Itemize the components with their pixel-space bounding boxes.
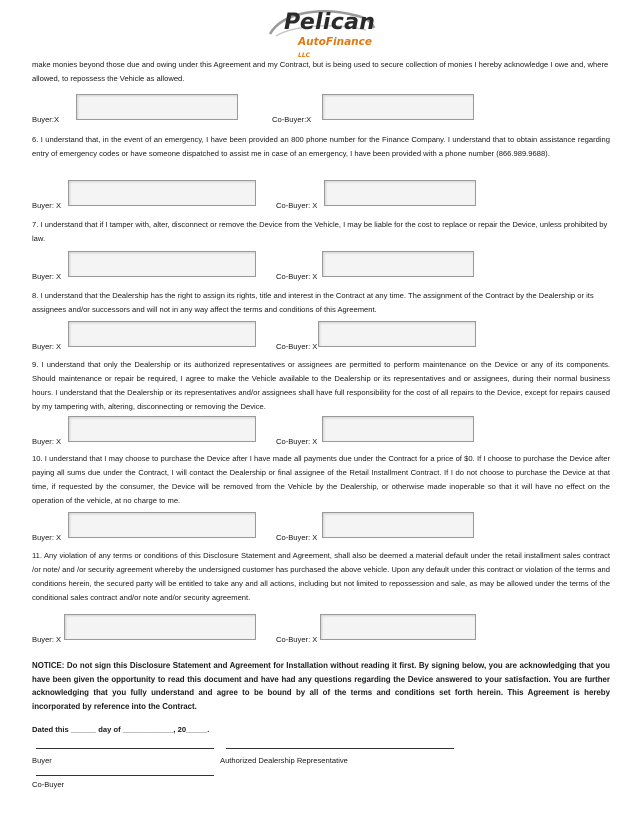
paragraph-8: 8. I understand that the Dealership has the right to assign its rights, title and interest in the Contract at any time. The assignment of the Contract by the Dealership or its assignees and/or successors and will not in any way affect the terms and conditions of this Agreement. — [32, 291, 594, 314]
cobuyer-label: Co-Buyer: X — [276, 342, 318, 351]
cobuyer-signature-box[interactable] — [320, 614, 476, 640]
logo-sub-text: AutoFinance — [298, 36, 372, 48]
cobuyer-label: Co-Buyer: X — [276, 533, 318, 542]
cobuyer-signature-box[interactable] — [322, 94, 474, 120]
signature-row-4 — [32, 323, 610, 351]
cobuyer-signature-line[interactable] — [36, 775, 214, 776]
dealer-rep-signature-line[interactable] — [226, 748, 454, 749]
buyer-signature-box[interactable] — [68, 512, 256, 538]
cobuyer-signature-box[interactable] — [322, 251, 474, 277]
signature-row-2 — [32, 182, 610, 210]
buyer-label: Buyer: X — [32, 533, 62, 542]
buyer-label: Buyer: X — [32, 272, 62, 281]
buyer-caption: Buyer — [32, 756, 52, 765]
buyer-signature-box[interactable] — [68, 321, 256, 347]
cobuyer-signature-box[interactable] — [322, 416, 474, 442]
logo-llc: LLC — [298, 52, 311, 59]
buyer-label: Buyer:X — [32, 115, 60, 124]
cobuyer-label: Co-Buyer:X — [272, 115, 312, 124]
paragraph-11: 11. Any violation of any terms or conditions of this Disclosure Statement and Agreement, shall also be deemed a material default under the retail installment sales contract /or note/ and /or security agreement whereby the undersigned customer has purchased the above vehicle. Upon any default under this contract or violation of the terms and conditions herein, the secured party will be entitled to take any and all actions, including but not limited to repossession and sale, as may be allowed under the terms of the conditional sales contract and/or note and/or security agreement. — [32, 551, 610, 602]
pelican-logo — [262, 4, 380, 59]
buyer-signature-box[interactable] — [68, 180, 256, 206]
buyer-label: Buyer: X — [32, 342, 62, 351]
cobuyer-label: Co-Buyer: X — [276, 272, 318, 281]
paragraph-10: 10. I understand that I may choose to purchase the Device after I have made all payments due under the Contract for a price of $0. If I choose to purchase the Device after paying all sums due under the Contract, I will contact the Dealership or final assignee of the Retail Installment Contract. If I do not choose to purchase the Device at that time, if requested by the consumer, the Device will be removed from the Vehicle by the Dealership, or otherwise made inoperable so that it will have no effect on the operation of the vehicle, at no charge to me. — [32, 454, 610, 505]
notice-paragraph: NOTICE: Do not sign this Disclosure Statement and Agreement for Installation without reading it first. By signing below, you are acknowledging that you have been given the opportunity to read this document and have had any questions regarding the Device answered to your satisfaction. You are further acknowledging that you fully understand and agree to be bound by all of the terms and conditions set forth herein. This Agreement is hereby incorporated by reference into the Contract. — [32, 661, 610, 711]
cobuyer-caption: Co-Buyer — [32, 780, 65, 789]
buyer-signature-box[interactable] — [68, 251, 256, 277]
intro-text: make monies beyond those due and owing under this Agreement and my Contract, but is being used to secure collection of monies I hereby acknowledge I owe and, where allowed, to repossess the Vehicle as allowed. — [32, 60, 609, 83]
paragraph-9: 9. I understand that only the Dealership or its authorized representatives or assignees are permitted to perform maintenance on the Device or any of its components. Should maintenance or repair be required, I agree to make the Vehicle available to the Dealership or its representatives and or assignees, during their normal business hours. I understand that the Dealership or its representatives and/or assignees shall have full responsibility for the cost of all repairs to the Device, except for repairs caused by my tampering with, altering, disconnecting or removing the Device. — [32, 360, 610, 411]
buyer-label: Buyer: X — [32, 437, 62, 446]
cobuyer-label: Co-Buyer: X — [276, 201, 318, 210]
signature-row-1 — [32, 96, 610, 124]
signature-row-3 — [32, 253, 610, 281]
paragraph-7: 7. I understand that if I tamper with, alter, disconnect or remove the Device from the Vehicle, I may be liable for the cost to replace or repair the Device, unless prohibited by law. — [32, 220, 608, 243]
logo-subtitle — [298, 36, 380, 60]
signature-row-5 — [32, 418, 610, 446]
dated-line: Dated this ______ day of ____________, 20_____. — [32, 725, 210, 734]
cobuyer-label: Co-Buyer: X — [276, 635, 318, 644]
signature-row-6 — [32, 514, 610, 542]
buyer-label: Buyer: X — [32, 201, 62, 210]
buyer-signature-line[interactable] — [36, 748, 214, 749]
dealer-rep-caption: Authorized Dealership Representative — [220, 756, 348, 765]
cobuyer-signature-box[interactable] — [318, 321, 476, 347]
cobuyer-signature-box[interactable] — [322, 512, 474, 538]
buyer-signature-box[interactable] — [76, 94, 238, 120]
cobuyer-signature-box[interactable] — [324, 180, 476, 206]
cobuyer-label: Co-Buyer: X — [276, 437, 318, 446]
paragraph-6: 6. I understand that, in the event of an emergency, I have been provided an 800 phone number for the Finance Company. I understand that to obtain assistance regarding entry of emergency codes or have someone dispatched to assist me in case of an emergency, I have been provided with a phone number (866.989.9688). — [32, 135, 610, 158]
buyer-signature-box[interactable] — [68, 416, 256, 442]
logo-name: Pelican — [284, 10, 376, 35]
buyer-label: Buyer: X — [32, 635, 62, 644]
signature-row-7 — [32, 616, 610, 644]
buyer-signature-box[interactable] — [64, 614, 256, 640]
